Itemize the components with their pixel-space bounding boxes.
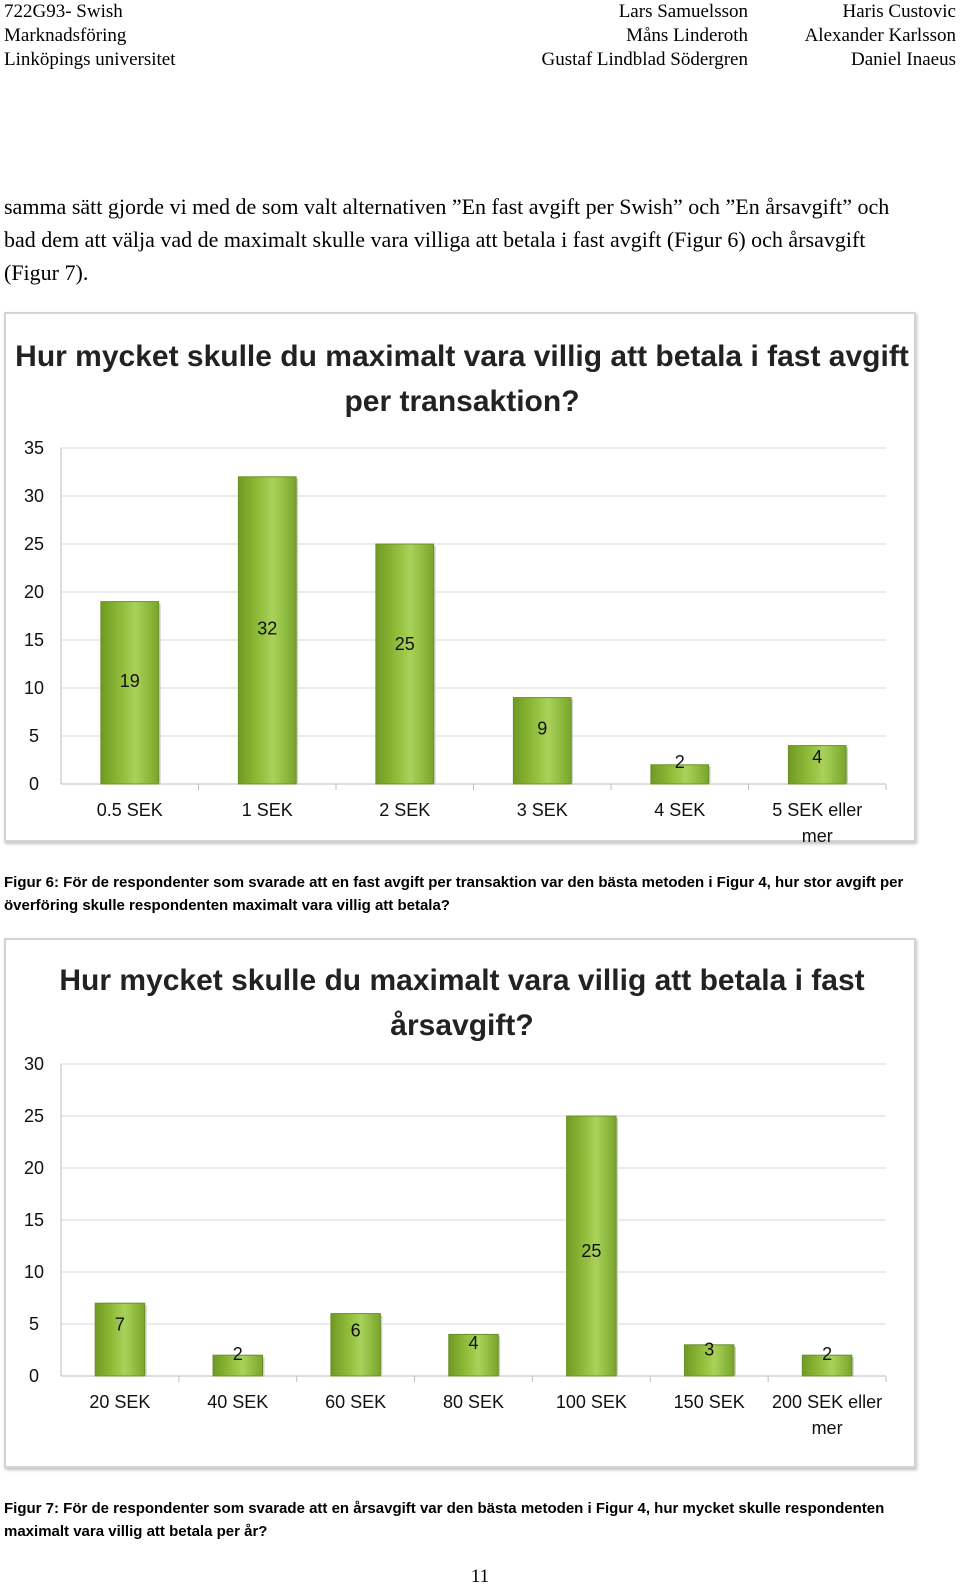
y-tick-label: 35 [23,438,45,458]
header-authors-1 [520,0,748,72]
x-tick-label: mer [801,826,833,844]
header-subject: Marknadsföring [4,25,127,46]
data-label: 4 [812,746,823,767]
chart-svg [6,314,918,844]
x-tick-label: 3 SEK [516,800,568,820]
page-number: 11 [470,1566,490,1587]
x-tick-label: mer [811,1418,843,1438]
y-tick-label: 0 [28,1366,40,1386]
y-tick-label: 5 [28,1314,40,1334]
y-tick-label: 20 [23,582,45,602]
header-author: Måns Linderoth [626,25,748,46]
header-course-info [4,0,176,72]
y-tick-label: 30 [23,1054,45,1074]
chart-title: Hur mycket skulle du maximalt vara villig att betala i fast årsavgift? [59,964,865,1042]
y-tick-label: 30 [23,486,45,506]
x-tick-label: 4 SEK [654,800,706,820]
bar [101,602,159,784]
data-label: 3 [704,1339,715,1360]
y-tick-label: 10 [23,678,45,698]
data-label: 32 [257,618,278,639]
bar [513,698,571,784]
data-label: 2 [674,752,685,772]
figure-caption-6: Figur 6: För de respondenter som svarade att en fast avgift per transaktion var den bästa metoden i Figur 4, hur stor avgift per överföring skulle respondenten maximalt vara villig att betala? [4,874,904,914]
header-author: Alexander Karlsson [804,25,956,46]
data-label: 7 [114,1314,125,1335]
data-label: 4 [468,1333,479,1354]
y-tick-label: 20 [23,1158,45,1178]
header-author: Haris Custovic [842,1,956,22]
y-tick-label: 0 [28,774,40,794]
x-tick-label: 20 SEK [89,1392,151,1412]
header-university: Linköpings universitet [4,49,176,70]
x-tick-label: 100 SEK [555,1392,627,1412]
data-label: 25 [394,634,415,654]
bar [376,544,434,784]
data-label: 2 [232,1344,243,1364]
y-tick-label: 25 [23,534,45,554]
page-header [0,0,960,72]
x-tick-label: 2 SEK [379,800,431,820]
data-label: 6 [350,1320,361,1341]
x-tick-label: 200 SEK eller [772,1392,883,1412]
x-tick-label: 40 SEK [207,1392,269,1412]
data-label: 2 [822,1344,833,1364]
header-author: Gustaf Lindblad Södergren [541,49,748,70]
x-tick-label: 80 SEK [442,1392,505,1412]
x-tick-label: 60 SEK [325,1392,387,1412]
header-authors-2 [760,0,956,72]
header-author: Daniel Inaeus [851,49,956,70]
y-tick-label: 5 [28,726,40,746]
y-tick-label: 10 [23,1262,45,1282]
data-label: 19 [119,671,140,692]
x-tick-label: 150 SEK [673,1392,745,1412]
body-paragraph: samma sätt gjorde vi med de som valt alternativen ”En fast avgift per Swish” och ”En årsavgift” och bad dem att välja vad de maximalt skulle vara villiga att betala i fast avgift (Figur 6) och årsavgift (Figur 7). [4,194,890,285]
chart-fig6 [4,312,916,842]
y-tick-label: 25 [23,1106,45,1126]
chart-fig7 [4,938,916,1468]
y-tick-label: 15 [23,1210,45,1230]
chart-title: Hur mycket skulle du maximalt vara villig att betala i fast avgift per transaktion? [15,340,909,418]
header-course-code: 722G93- Swish [4,1,123,22]
y-tick-label: 15 [23,630,45,650]
header-author: Lars Samuelsson [618,1,748,22]
data-label: 9 [537,718,548,739]
figure-caption-7: Figur 7: För de respondenter som svarade att en årsavgift var den bästa metoden i Figur 4, hur mycket skulle respondenten maximalt vara villig att betala per år? [4,1500,885,1540]
x-tick-label: 5 SEK eller [772,800,863,820]
x-tick-label: 0.5 SEK [96,800,163,820]
chart-svg [6,940,918,1470]
data-label: 25 [581,1241,602,1261]
x-tick-label: 1 SEK [241,800,293,820]
